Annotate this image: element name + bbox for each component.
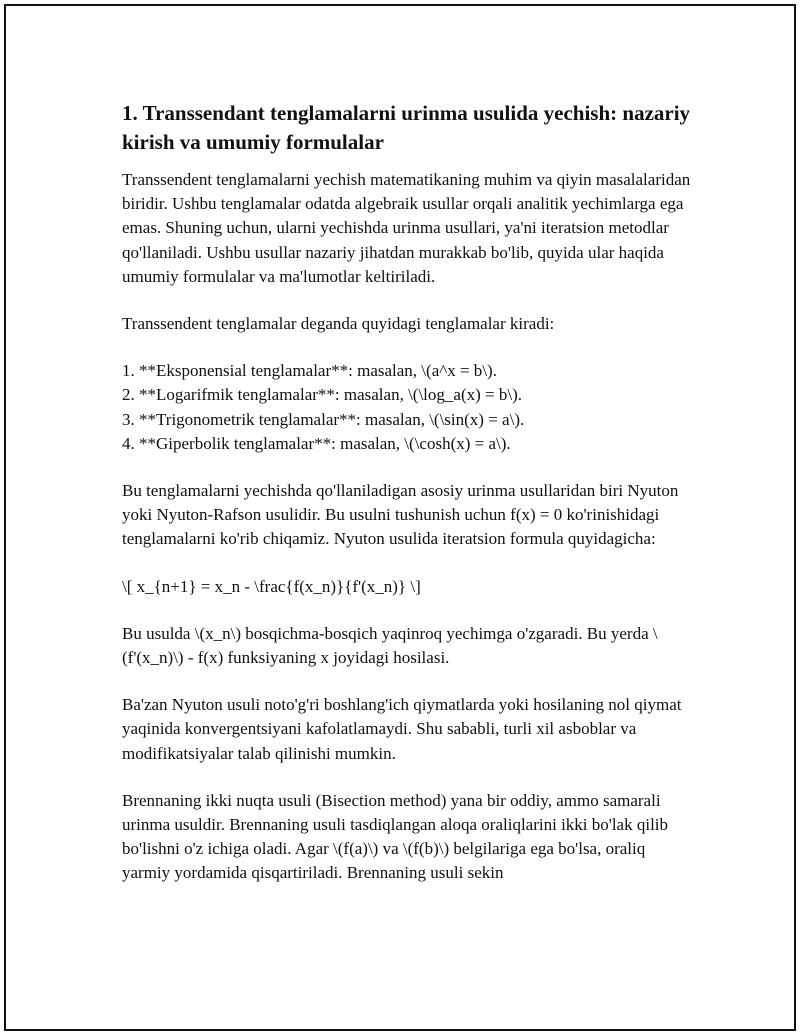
intro-paragraph: Transsendent tenglamalarni yechish matematikaning muhim va qiyin masalalaridan biridir. Ushbu tenglamalar odatda algebraik usullar orqali analitik yechimlarga ega emas. Shuning uchun, ularni yechishda urinma usullari, ya'ni iteratsion metodlar qo'llaniladi. Ushbu usullar nazariy jihatdan murakkab bo'lib, quyida ular haqida umumiy formulalar va ma'lumotlar keltiriladi.: [122, 170, 691, 286]
list-item: 2. **Logarifmik tenglamalar**: masalan, \(\log_a(x) = b\).: [122, 385, 522, 405]
newton-paragraph: Bu tenglamalarni yechishda qo'llaniladigan asosiy urinma usullaridan biri Nyuton yoki Nyuton-Rafson usulidir. Bu usulni tushunish uchun f(x) = 0 ko'rinishidagi tenglamalarni ko'rib chiqamiz. Nyuton usulida iteratsion formula quyidagicha:: [122, 481, 679, 549]
convergence-paragraph: Ba'zan Nyuton usuli noto'g'ri boshlang'ich qiymatlarda yoki hosilaning nol qiymat yaqinida konvergentsiyani kafolatlamaydi. Shu sababli, turli xil asboblar va modifikatsiyalar talab qilinishi mumkin.: [122, 695, 682, 763]
document-body: [122, 99, 692, 909]
page-frame: [4, 4, 796, 1031]
list-item: 3. **Trigonometrik tenglamalar**: masalan, \(\sin(x) = a\).: [122, 409, 525, 429]
list-item: 1. **Eksponensial tenglamalar**: masalan, \(a^x = b\).: [122, 361, 497, 381]
newton-formula: \[ x_{n+1} = x_n - \frac{f(x_n)}{f'(x_n)} \]: [122, 576, 421, 596]
list-intro-paragraph: Transsendent tenglamalar deganda quyidagi tenglamalar kiradi:: [122, 314, 555, 334]
equation-types-list: [122, 359, 692, 456]
document-title: 1. Transsendant tenglamalarni urinma usulida yechish: nazariy kirish va umumiy formulalar: [122, 101, 691, 154]
bisection-paragraph: Brennaning ikki nuqta usuli (Bisection method) yana bir oddiy, ammo samarali urinma usuldir. Brennaning usuli tasdiqlangan aloqa oraliqlarini ikki bo'lak qilib bo'lishni o'z ichiga oladi. Agar \(f(a)\) va \(f(b)\) belgilariga ega bo'lsa, oraliq yarmiy yordamida qisqartiriladi. Brennaning usuli sekin: [122, 790, 669, 883]
list-item: 4. **Giperbolik tenglamalar**: masalan, \(\cosh(x) = a\).: [122, 433, 511, 453]
after-formula-paragraph: Bu usulda \(x_n\) bosqichma-bosqich yaqinroq yechimga o'zgaradi. Bu yerda \(f'(x_n)\) - f(x) funksiyaning x joyidagi hosilasi.: [122, 623, 658, 668]
